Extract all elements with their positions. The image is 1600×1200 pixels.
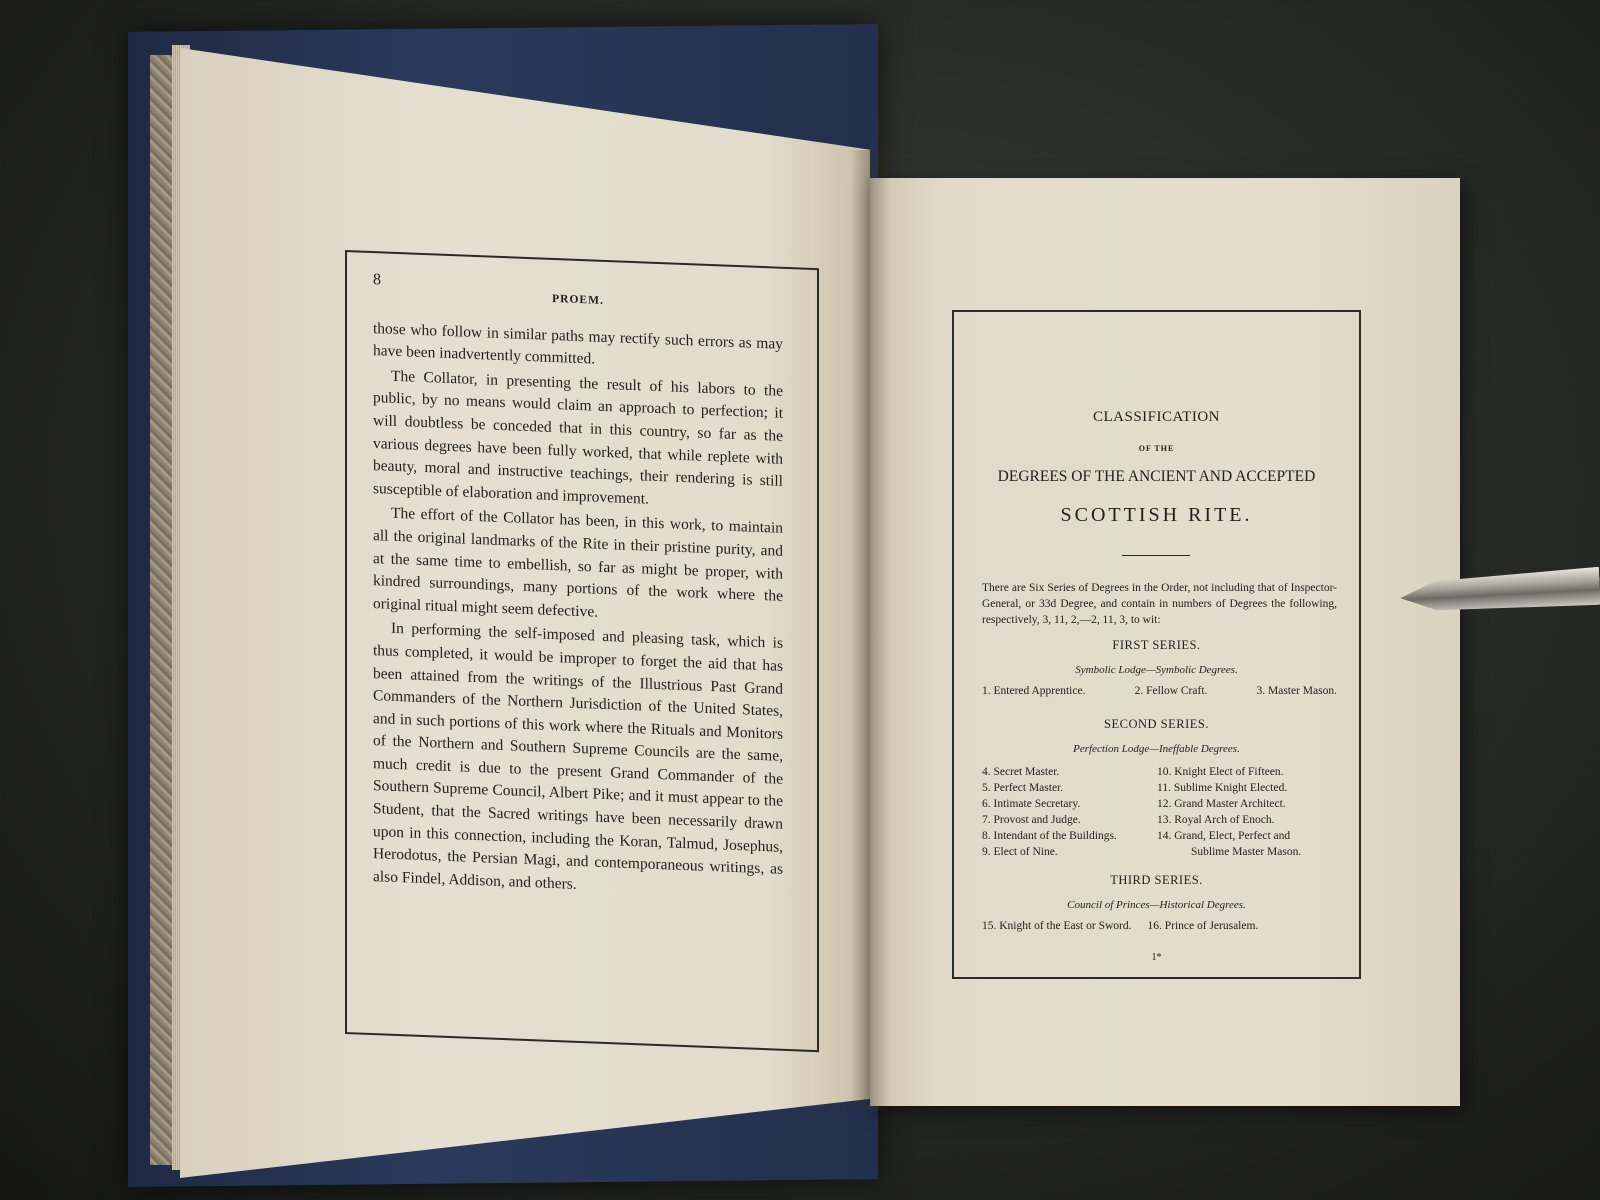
classification-title: CLASSIFICATION (1092, 409, 1220, 425)
degree-item: 7. Provost and Judge. (982, 814, 1081, 826)
degree-item: 11. Sublime Knight Elected. (1157, 782, 1288, 794)
right-page-text-frame (952, 310, 1361, 979)
second-series-left-column (982, 764, 1117, 860)
degree-item: 9. Elect of Nine. (982, 846, 1058, 858)
page-number: 8 (373, 271, 381, 289)
degree-item: 14. Grand, Elect, Perfect and (1157, 830, 1291, 842)
paragraph: The effort of the Collator has been, in this work, to maintain all the original landmarks of the Rite in their pristine purity, and at the same time to embellish, so far as might be proper, with kindred surroundings, many portions of the work where the original ritual might seem defective. (373, 505, 783, 621)
left-page-body (373, 283, 783, 906)
second-series-heading: SECOND SERIES. (1104, 717, 1209, 731)
degree-item: 16. Prince of Jerusalem. (1147, 920, 1259, 932)
degree-item: 4. Secret Master. (982, 766, 1060, 778)
folio-mark: 1* (1151, 952, 1162, 963)
degree-item: 15. Knight of the East or Sword. (982, 920, 1132, 932)
degree-item: 12. Grand Master Architect. (1157, 798, 1286, 810)
divider-rule (1122, 555, 1190, 556)
paragraph: those who follow in similar paths may rectify such errors as may have been inadvertently committed. (373, 319, 783, 368)
degree-item: 10. Knight Elect of Fifteen. (1157, 766, 1284, 778)
first-series-degrees (982, 685, 1337, 697)
first-series-heading: FIRST SERIES. (1112, 638, 1201, 652)
degree-item: 5. Perfect Master. (982, 782, 1064, 794)
degree-item: 1. Entered Apprentice. (982, 685, 1086, 697)
second-series-subheading: Perfection Lodge—Ineffable Degrees. (1073, 743, 1240, 755)
first-series-subheading: Symbolic Lodge—Symbolic Degrees. (1075, 664, 1238, 676)
scottish-rite-heading: SCOTTISH RITE. (1060, 504, 1253, 526)
degree-item: 3. Master Mason. (1256, 685, 1337, 697)
second-series-right-column (1157, 764, 1301, 860)
degree-item: 6. Intimate Secretary. (982, 798, 1081, 810)
third-series-degrees (982, 920, 1337, 932)
running-head: PROEM. (552, 292, 604, 307)
gutter-shadow (850, 150, 890, 1110)
intro-paragraph: There are Six Series of Degrees in the Order, not including that of Inspector-General, or 33d Degree, and contain in numbers of Degrees the following, respectively, 3, 11, 2,—2, 11, 3, to wit: (982, 582, 1337, 626)
left-page-text-frame (345, 250, 819, 1052)
degree-item: 8. Intendant of the Buildings. (982, 830, 1117, 842)
degree-item: Sublime Master Mason. (1191, 846, 1302, 858)
of-the-line: OF THE (1138, 444, 1175, 453)
paragraph: In performing the self-imposed and pleasing task, which is thus completed, it would be improper to forget the aid that has been attained from the writings of the Illustrious Past Grand Commanders of the Northern Jurisdiction of the United States, and in such portions of this work where the Rituals and Monitors of the Northern and Southern Supreme Councils are the same, much credit is due to the present Grand Commander of the Southern Supreme Council, Albert Pike; and it must appear to the Student, that the Sacred writings have been necessarily drawn upon in this connection, including the Koran, Talmud, Josephus, Herodotus, the Persian Magi, and contemporaneous writings, as also Findel, Addison, and others. (373, 620, 783, 893)
degree-item: 13. Royal Arch of Enoch. (1157, 814, 1275, 826)
third-series-subheading: Council of Princes—Historical Degrees. (1067, 899, 1246, 911)
degree-item: 2. Fellow Craft. (1134, 685, 1208, 697)
third-series-heading: THIRD SERIES. (1110, 873, 1203, 887)
degrees-heading: DEGREES OF THE ANCIENT AND ACCEPTED (997, 468, 1316, 485)
paragraph: The Collator, in presenting the result of his labors to the public, by no means would claim an approach to perfection; it will doubtless be conceded that in this country, so far as the various degrees have been fully worked, that while replete with beauty, moral and instructive teachings, their rendering is still susceptible of elaboration and improvement. (373, 367, 783, 508)
